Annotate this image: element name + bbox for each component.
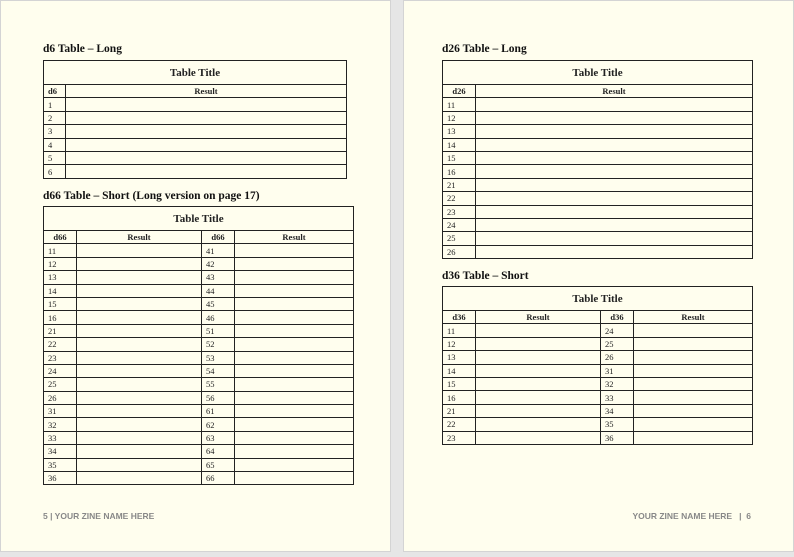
table-row: [443, 178, 753, 191]
d26-table: [442, 60, 753, 259]
roll-value: 11: [443, 324, 476, 337]
result-cell[interactable]: [235, 297, 354, 310]
table-row: [44, 284, 354, 297]
table-row: [443, 391, 753, 404]
result-cell[interactable]: [77, 472, 202, 485]
roll-value: 46: [202, 311, 235, 324]
roll-value: 42: [202, 257, 235, 270]
roll-value: 25: [44, 378, 77, 391]
result-cell[interactable]: [476, 404, 601, 417]
d66-heading: d66 Table – Short (Long version on page 17): [43, 190, 260, 202]
roll-value: 35: [44, 458, 77, 471]
table-row: [44, 391, 354, 404]
col-header-result: Result: [634, 311, 753, 324]
result-cell[interactable]: [66, 151, 347, 164]
table-row: [443, 192, 753, 205]
result-cell[interactable]: [634, 404, 753, 417]
result-cell[interactable]: [634, 377, 753, 390]
result-cell[interactable]: [476, 418, 601, 431]
result-cell[interactable]: [235, 244, 354, 257]
result-cell[interactable]: [235, 458, 354, 471]
result-cell[interactable]: [476, 218, 753, 231]
table-row: [443, 364, 753, 377]
result-cell[interactable]: [77, 338, 202, 351]
roll-value: 61: [202, 405, 235, 418]
page-footer: 5 | YOUR ZINE NAME HERE: [43, 511, 155, 521]
roll-value: 45: [202, 297, 235, 310]
roll-value: 52: [202, 338, 235, 351]
result-cell[interactable]: [235, 431, 354, 444]
d36-table: [442, 286, 753, 445]
roll-value: 15: [44, 297, 77, 310]
roll-value: 26: [443, 245, 476, 258]
roll-value: 65: [202, 458, 235, 471]
roll-value: 4: [44, 138, 66, 151]
roll-value: 32: [601, 377, 634, 390]
roll-value: 16: [44, 311, 77, 324]
result-cell[interactable]: [66, 138, 347, 151]
result-cell[interactable]: [476, 111, 753, 124]
result-cell[interactable]: [77, 311, 202, 324]
roll-value: 41: [202, 244, 235, 257]
table-row: [443, 205, 753, 218]
roll-value: 51: [202, 324, 235, 337]
result-cell[interactable]: [235, 284, 354, 297]
table-row: [443, 324, 753, 337]
table-row: [44, 311, 354, 324]
col-header-result: Result: [476, 311, 601, 324]
table-row: [44, 364, 354, 377]
page-6: [403, 0, 794, 552]
roll-value: 6: [44, 165, 66, 178]
result-cell[interactable]: [634, 324, 753, 337]
roll-value: 25: [443, 232, 476, 245]
result-cell[interactable]: [66, 111, 347, 124]
roll-value: 23: [443, 431, 476, 444]
table-row: [443, 138, 753, 151]
roll-value: 2: [44, 111, 66, 124]
roll-value: 33: [44, 431, 77, 444]
roll-value: 44: [202, 284, 235, 297]
result-cell[interactable]: [634, 364, 753, 377]
roll-value: 66: [202, 472, 235, 485]
col-header-result: Result: [235, 231, 354, 244]
result-cell[interactable]: [634, 431, 753, 444]
roll-value: 26: [601, 351, 634, 364]
roll-value: 12: [443, 111, 476, 124]
roll-value: 14: [443, 364, 476, 377]
col-header-result: Result: [476, 85, 753, 98]
result-cell[interactable]: [77, 405, 202, 418]
result-cell[interactable]: [476, 324, 601, 337]
result-cell[interactable]: [476, 151, 753, 164]
table-row: [44, 458, 354, 471]
roll-value: 23: [443, 205, 476, 218]
result-cell[interactable]: [77, 391, 202, 404]
col-header: d66: [202, 231, 235, 244]
result-cell[interactable]: [235, 418, 354, 431]
result-cell[interactable]: [476, 351, 601, 364]
roll-value: 13: [443, 125, 476, 138]
table-row: [443, 165, 753, 178]
roll-value: 11: [44, 244, 77, 257]
result-cell[interactable]: [235, 391, 354, 404]
col-header: d26: [443, 85, 476, 98]
table-row: [443, 245, 753, 258]
roll-value: 21: [44, 324, 77, 337]
roll-value: 15: [443, 377, 476, 390]
roll-value: 33: [601, 391, 634, 404]
col-header-result: Result: [66, 85, 347, 98]
result-cell[interactable]: [476, 337, 601, 350]
result-cell[interactable]: [77, 351, 202, 364]
table-row: [44, 271, 354, 284]
result-cell[interactable]: [77, 364, 202, 377]
roll-value: 23: [44, 351, 77, 364]
result-cell[interactable]: [634, 418, 753, 431]
roll-value: 12: [443, 337, 476, 350]
table-row: [44, 351, 354, 364]
result-cell[interactable]: [235, 257, 354, 270]
result-cell[interactable]: [476, 192, 753, 205]
table-row: [443, 218, 753, 231]
table-row: [443, 377, 753, 390]
roll-value: 54: [202, 364, 235, 377]
result-cell[interactable]: [235, 405, 354, 418]
col-header: d6: [44, 85, 66, 98]
table-row: [44, 297, 354, 310]
result-cell[interactable]: [66, 165, 347, 178]
result-cell[interactable]: [77, 378, 202, 391]
result-cell[interactable]: [634, 337, 753, 350]
roll-value: 12: [44, 257, 77, 270]
roll-value: 36: [44, 472, 77, 485]
roll-value: 55: [202, 378, 235, 391]
table-title: Table Title: [44, 207, 354, 231]
table-row: [44, 244, 354, 257]
result-cell[interactable]: [476, 98, 753, 111]
result-cell[interactable]: [235, 364, 354, 377]
table-row: [443, 98, 753, 111]
table-row: [44, 431, 354, 444]
table-row: [443, 404, 753, 417]
result-cell[interactable]: [235, 472, 354, 485]
roll-value: 25: [601, 337, 634, 350]
roll-value: 16: [443, 165, 476, 178]
col-header: d36: [601, 311, 634, 324]
result-cell[interactable]: [66, 98, 347, 111]
roll-value: 5: [44, 151, 66, 164]
roll-value: 13: [44, 271, 77, 284]
table-row: [44, 138, 347, 151]
roll-value: 31: [44, 405, 77, 418]
result-cell[interactable]: [77, 431, 202, 444]
table-row: [44, 405, 354, 418]
table-row: [443, 431, 753, 444]
table-row: [44, 151, 347, 164]
result-cell[interactable]: [476, 232, 753, 245]
col-header-result: Result: [77, 231, 202, 244]
result-cell[interactable]: [476, 125, 753, 138]
d6-table: [43, 60, 347, 179]
roll-value: 32: [44, 418, 77, 431]
table-row: [443, 111, 753, 124]
result-cell[interactable]: [235, 378, 354, 391]
result-cell[interactable]: [77, 445, 202, 458]
table-row: [44, 472, 354, 485]
table-row: [44, 111, 347, 124]
d66-table: [43, 206, 354, 485]
page-footer: YOUR ZINE NAME HERE | 6: [632, 511, 751, 521]
roll-value: 16: [443, 391, 476, 404]
result-cell[interactable]: [476, 377, 601, 390]
roll-value: 56: [202, 391, 235, 404]
roll-value: 1: [44, 98, 66, 111]
table-row: [44, 98, 347, 111]
roll-value: 24: [44, 364, 77, 377]
roll-value: 24: [443, 218, 476, 231]
table-row: [443, 418, 753, 431]
result-cell[interactable]: [476, 205, 753, 218]
table-row: [44, 338, 354, 351]
result-cell[interactable]: [77, 271, 202, 284]
result-cell[interactable]: [77, 418, 202, 431]
roll-value: 22: [44, 338, 77, 351]
roll-value: 21: [443, 178, 476, 191]
roll-value: 53: [202, 351, 235, 364]
d6-heading: d6 Table – Long: [43, 43, 122, 55]
result-cell[interactable]: [77, 257, 202, 270]
roll-value: 14: [443, 138, 476, 151]
roll-value: 26: [44, 391, 77, 404]
table-row: [44, 125, 347, 138]
table-title: Table Title: [443, 287, 753, 311]
table-title: Table Title: [443, 61, 753, 85]
table-title: Table Title: [44, 61, 347, 85]
result-cell[interactable]: [476, 178, 753, 191]
result-cell[interactable]: [77, 324, 202, 337]
table-row: [443, 151, 753, 164]
result-cell[interactable]: [235, 271, 354, 284]
result-cell[interactable]: [235, 351, 354, 364]
col-header: d66: [44, 231, 77, 244]
result-cell[interactable]: [476, 245, 753, 258]
result-cell[interactable]: [476, 138, 753, 151]
table-row: [44, 324, 354, 337]
page-5: [0, 0, 391, 552]
roll-value: 36: [601, 431, 634, 444]
roll-value: 15: [443, 151, 476, 164]
result-cell[interactable]: [77, 297, 202, 310]
table-row: [44, 165, 347, 178]
d36-heading: d36 Table – Short: [442, 270, 529, 282]
result-cell[interactable]: [77, 284, 202, 297]
roll-value: 64: [202, 445, 235, 458]
result-cell[interactable]: [476, 165, 753, 178]
roll-value: 22: [443, 418, 476, 431]
result-cell[interactable]: [235, 324, 354, 337]
table-row: [44, 445, 354, 458]
roll-value: 34: [601, 404, 634, 417]
result-cell[interactable]: [77, 458, 202, 471]
roll-value: 31: [601, 364, 634, 377]
table-row: [443, 351, 753, 364]
roll-value: 24: [601, 324, 634, 337]
roll-value: 34: [44, 445, 77, 458]
roll-value: 63: [202, 431, 235, 444]
table-row: [443, 125, 753, 138]
result-cell[interactable]: [634, 391, 753, 404]
roll-value: 35: [601, 418, 634, 431]
roll-value: 11: [443, 98, 476, 111]
result-cell[interactable]: [235, 445, 354, 458]
table-row: [44, 378, 354, 391]
result-cell[interactable]: [235, 311, 354, 324]
result-cell[interactable]: [476, 364, 601, 377]
roll-value: 14: [44, 284, 77, 297]
roll-value: 43: [202, 271, 235, 284]
roll-value: 22: [443, 192, 476, 205]
roll-value: 13: [443, 351, 476, 364]
col-header: d36: [443, 311, 476, 324]
roll-value: 21: [443, 404, 476, 417]
d26-heading: d26 Table – Long: [442, 43, 527, 55]
table-row: [443, 337, 753, 350]
roll-value: 3: [44, 125, 66, 138]
result-cell[interactable]: [77, 244, 202, 257]
table-row: [443, 232, 753, 245]
result-cell[interactable]: [235, 338, 354, 351]
table-row: [44, 418, 354, 431]
result-cell[interactable]: [634, 351, 753, 364]
result-cell[interactable]: [476, 431, 601, 444]
result-cell[interactable]: [66, 125, 347, 138]
table-row: [44, 257, 354, 270]
result-cell[interactable]: [476, 391, 601, 404]
roll-value: 62: [202, 418, 235, 431]
